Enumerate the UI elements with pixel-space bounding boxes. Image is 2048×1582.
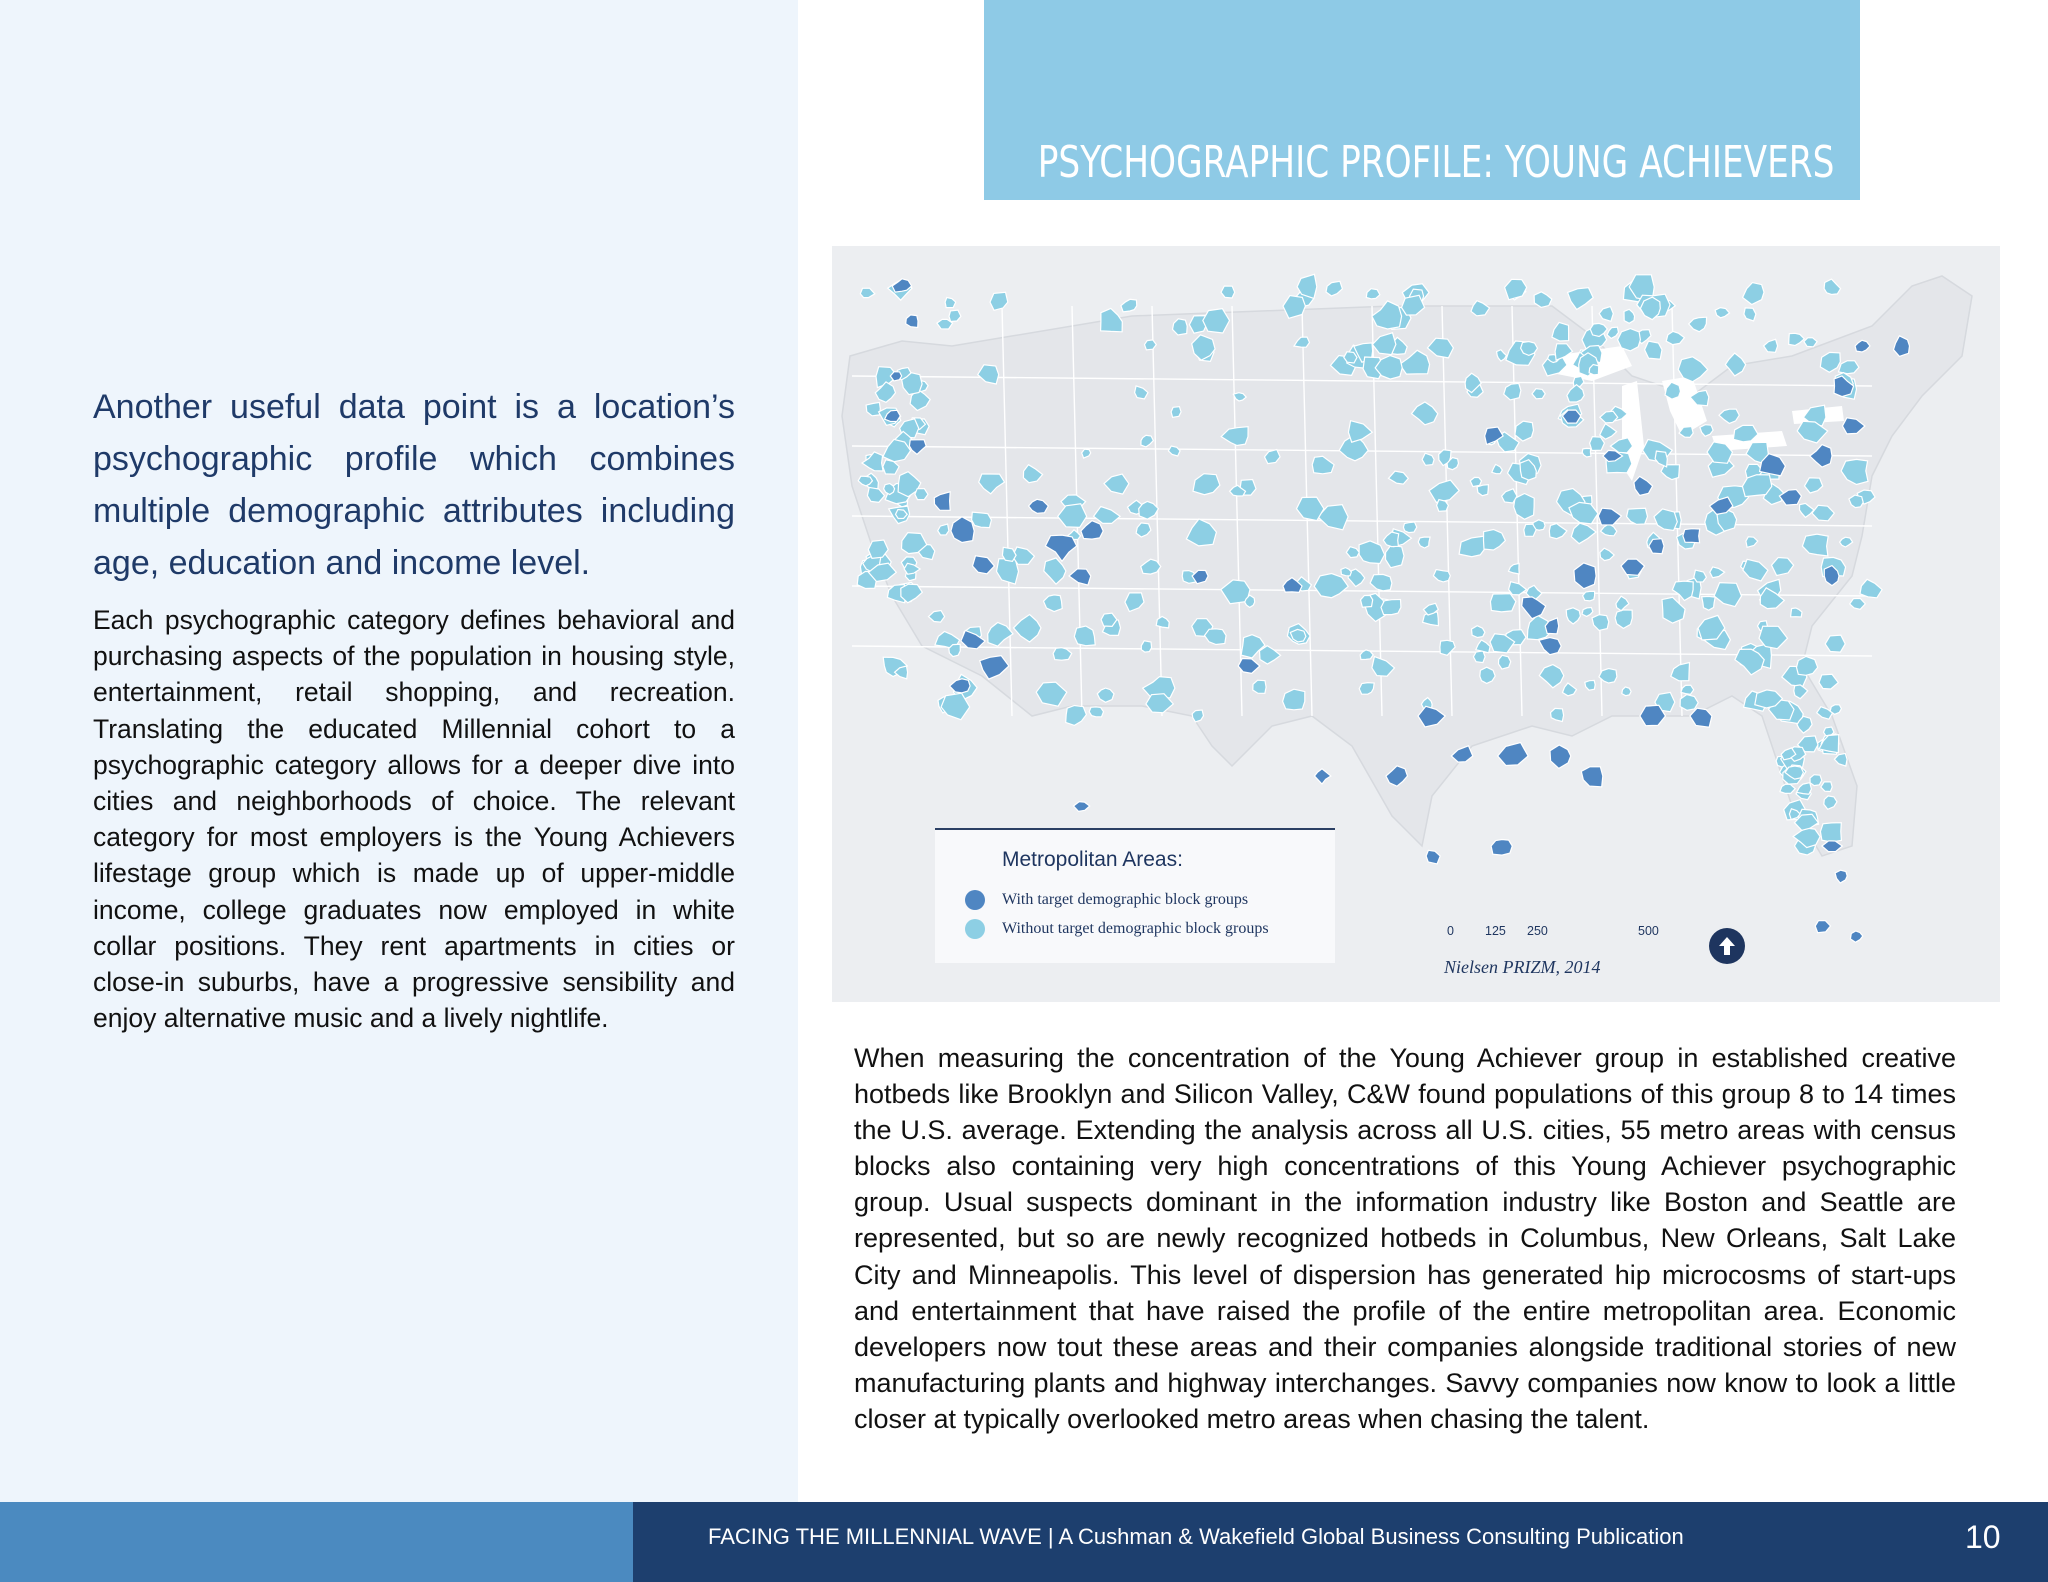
footer-accent-block xyxy=(0,1502,633,1582)
map-source-note: Nielsen PRIZM, 2014 xyxy=(1444,957,1601,977)
map-scale-bar xyxy=(1441,924,1681,944)
metro-area xyxy=(1820,823,1841,842)
legend-label-without-target: Without target demographic block groups xyxy=(1002,920,1269,937)
map-legend xyxy=(935,828,1335,963)
metro-area xyxy=(1645,341,1662,359)
page-number: 10 xyxy=(1965,1519,2001,1555)
body-paragraph-right: When measuring the concentration of the Young Achiever group in established creative hotbeds like Brooklyn and Silicon Valley, C&W found populations of this group 8 to 14 times the U.S. average. Extending the analysis across all U.S. cities, 55 metro areas with census blocks also containing very high concentrations of this Young Achiever psychographic group. Usual suspects dominant in the information industry like Boston and Seattle are represented, but so are newly recognized hotbeds in Columbus, New Orleans, Salt Lake City and Minneapolis. This level of dispersion has generated hip microcosms of start-ups and entertainment that have raised the profile of the entire metropolitan area. Economic developers now tout these areas and their companies alongside traditional stories of new manufacturing plants and highway interchanges. Savvy companies now know to look a little closer at typically overlooked metro areas when chasing the talent. xyxy=(854,1043,1956,1434)
metro-area xyxy=(1702,596,1716,610)
metro-area xyxy=(1683,529,1700,543)
scale-label: 0 xyxy=(1447,924,1454,938)
metro-area xyxy=(1141,641,1151,652)
lead-paragraph: Another useful data point is a location’s psychographic profile which combines multiple demographic attributes including age, education and income level. xyxy=(93,388,735,582)
metro-area xyxy=(1418,537,1430,548)
metro-area xyxy=(1590,437,1605,451)
north-arrow-icon xyxy=(1709,928,1745,964)
metro-area xyxy=(1359,683,1374,695)
metro-area xyxy=(1524,524,1536,536)
metro-area xyxy=(1491,840,1512,856)
metro-area xyxy=(1742,475,1771,497)
metro-area xyxy=(1622,687,1631,696)
metro-area xyxy=(949,644,961,656)
metro-area xyxy=(1499,655,1511,669)
metro-area xyxy=(1253,680,1266,693)
left-panel xyxy=(0,0,798,1502)
metro-area xyxy=(1403,522,1416,533)
metro-area xyxy=(972,512,992,527)
legend-swatch-light xyxy=(965,919,985,939)
scale-label: 250 xyxy=(1527,924,1548,938)
metro-area xyxy=(1470,477,1481,486)
metro-area xyxy=(1810,775,1822,786)
metro-area xyxy=(1473,651,1485,663)
metro-area xyxy=(1089,707,1103,717)
metro-area xyxy=(1490,594,1516,612)
scale-label: 125 xyxy=(1485,924,1506,938)
title-banner xyxy=(984,0,1860,200)
metro-area xyxy=(1381,600,1401,615)
metro-area xyxy=(1171,407,1181,418)
legend-item-with-target xyxy=(965,890,1248,910)
legend-label-with-target: With target demographic block groups xyxy=(1002,891,1249,908)
metro-area xyxy=(1583,591,1595,601)
metro-area xyxy=(1618,329,1641,351)
metro-area xyxy=(1361,595,1373,607)
metro-area xyxy=(1830,705,1841,715)
page-title: PSYCHOGRAPHIC PROFILE: YOUNG ACHIEVERS xyxy=(1037,137,1834,188)
footer-publication-title: FACING THE MILLENNIAL WAVE | A Cushman & Wakefield Global Business Consulting Publication xyxy=(708,1524,1684,1549)
metro-area xyxy=(1386,545,1405,568)
body-paragraph-left: Each psychographic category defines behavioral and purchasing aspects of the population in housing style, entertainment, retail shopping, and recreation. Translating the educated Millennial cohort to a psychographic category allows for a deeper dive into cities and neighborhoods of choice. The relevant category for most employers is the Young Achievers lifestage group which is made up of upper-middle income, college graduates now employed in white collar positions. They rent apartments in cities or close-in suburbs, have a progressive sensibility and enjoy alternative music and a lively nightlife. xyxy=(93,605,735,1034)
scale-label: 500 xyxy=(1638,924,1659,938)
metro-area xyxy=(915,489,928,500)
legend-item-without-target xyxy=(965,919,1269,939)
legend-swatch-dark xyxy=(965,890,985,910)
legend-title: Metropolitan Areas: xyxy=(1002,848,1183,871)
